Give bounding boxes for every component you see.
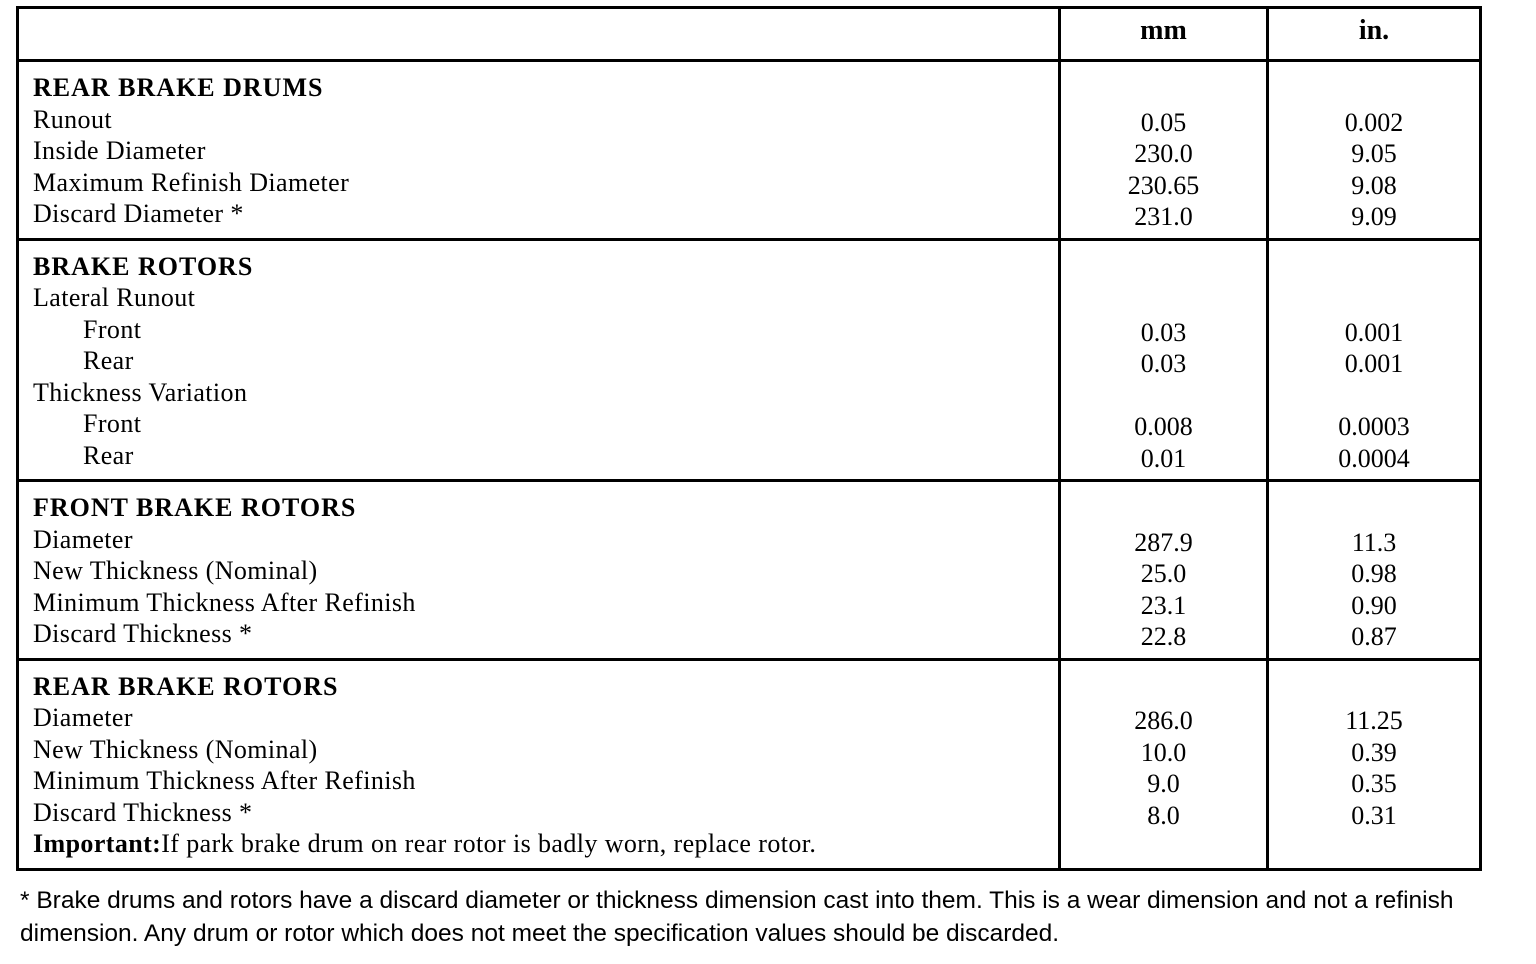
section-title: FRONT BRAKE ROTORS [33, 493, 357, 522]
section-description-cell [19, 62, 1061, 238]
section-mm-cell [1061, 482, 1269, 658]
spec-value-mm: 10.0 [1140, 737, 1187, 767]
spec-label: Maximum Refinish Diameter [33, 167, 350, 197]
spec-label: Front [83, 409, 142, 438]
spec-value-mm: 22.8 [1140, 622, 1187, 651]
spec-value-in: 9.08 [1351, 170, 1397, 200]
section-in-cell [1269, 62, 1479, 238]
spec-value-in: 9.05 [1351, 139, 1397, 168]
section-mm-cell [1061, 62, 1269, 238]
footnote: * Brake drums and rotors have a discard diameter or thickness dimension cast into them. This is a wear dimension and not a refinish dimension. Any drum or rotor which does not meet the specification values should be discarded. [20, 887, 1454, 947]
spec-label: Lateral Runout [33, 283, 196, 312]
section-title: BRAKE ROTORS [33, 251, 254, 281]
spec-label: Diameter [33, 703, 133, 732]
spec-value-in: 11.25 [1345, 706, 1403, 735]
spec-value-in: 0.39 [1351, 737, 1397, 767]
spec-value-in: 0.98 [1351, 559, 1397, 588]
important-label: Important: [33, 829, 162, 858]
spec-label: Minimum Thickness After Refinish [33, 766, 416, 795]
important-note [33, 828, 1058, 860]
header-in-cell: in. [1358, 15, 1390, 46]
spec-label: Rear [83, 440, 134, 470]
spec-value-mm: 0.03 [1140, 317, 1187, 347]
section-description-cell [19, 482, 1061, 658]
spec-value-in: 0.002 [1344, 107, 1404, 137]
brake-specifications-table [16, 6, 1482, 871]
spec-label: Discard Thickness * [33, 797, 253, 827]
spec-label: New Thickness (Nominal) [33, 556, 318, 585]
spec-value-in: 0.0004 [1338, 443, 1410, 473]
spec-value-mm: 0.008 [1134, 412, 1193, 441]
spec-value-mm: 231.0 [1134, 202, 1193, 231]
important-text: If park brake drum on rear rotor is badly worn, replace rotor. [161, 829, 817, 858]
table-body [19, 62, 1479, 868]
spec-value-mm: 8.0 [1147, 800, 1180, 830]
section-description-cell [19, 661, 1061, 868]
spec-value-mm: 286.0 [1134, 706, 1193, 735]
spec-label: Diameter [33, 524, 133, 554]
spec-value-mm [1061, 377, 1266, 409]
spec-value-mm: 230.0 [1134, 139, 1193, 168]
spec-value-mm: 9.0 [1147, 769, 1180, 798]
spec-value-mm: 25.0 [1140, 559, 1187, 588]
spec-value-in [1269, 377, 1479, 409]
spec-value-in: 0.90 [1351, 590, 1397, 620]
section-mm-cell [1061, 241, 1269, 480]
spec-value-in: 11.3 [1351, 527, 1397, 557]
spec-label: Minimum Thickness After Refinish [33, 587, 416, 617]
header-description-cell [19, 9, 1061, 59]
spec-value-in: 0.31 [1351, 800, 1397, 830]
spec-label: Runout [33, 104, 112, 134]
table-header-row [19, 9, 1479, 62]
section-title: REAR BRAKE DRUMS [33, 73, 324, 102]
table-section [19, 661, 1479, 868]
spec-label: Thickness Variation [33, 377, 248, 407]
spec-label: Discard Diameter * [33, 199, 244, 228]
section-description-cell [19, 241, 1061, 480]
spec-value-mm: 0.01 [1140, 443, 1187, 473]
spec-value-in: 0.87 [1351, 622, 1397, 651]
table-section [19, 482, 1479, 661]
spec-value-mm: 0.05 [1140, 107, 1187, 137]
table-section [19, 241, 1479, 483]
spec-value-in: 0.35 [1351, 769, 1397, 798]
spec-value-in: 0.001 [1344, 349, 1404, 378]
spec-value-mm: 230.65 [1127, 170, 1200, 200]
spec-label: Inside Diameter [33, 136, 206, 165]
spec-value-mm: 287.9 [1134, 527, 1193, 557]
spec-value-in: 9.09 [1351, 202, 1397, 231]
header-mm-cell: mm [1061, 9, 1269, 59]
spec-value-in [1269, 282, 1479, 314]
spec-value-in: 0.001 [1344, 317, 1404, 347]
section-mm-cell [1061, 661, 1269, 868]
spec-value-mm: 0.03 [1140, 349, 1187, 378]
spec-label: Discard Thickness * [33, 619, 253, 648]
spec-label: Front [83, 314, 142, 344]
section-in-cell [1269, 482, 1479, 658]
spec-value-in: 0.0003 [1338, 412, 1410, 441]
section-in-cell [1269, 661, 1479, 868]
spec-label: New Thickness (Nominal) [33, 734, 318, 764]
spec-value-mm: 23.1 [1140, 590, 1187, 620]
spec-value-mm [1061, 282, 1266, 314]
section-title: REAR BRAKE ROTORS [33, 671, 339, 701]
section-in-cell [1269, 241, 1479, 480]
spec-label: Rear [83, 346, 134, 375]
table-section [19, 62, 1479, 241]
